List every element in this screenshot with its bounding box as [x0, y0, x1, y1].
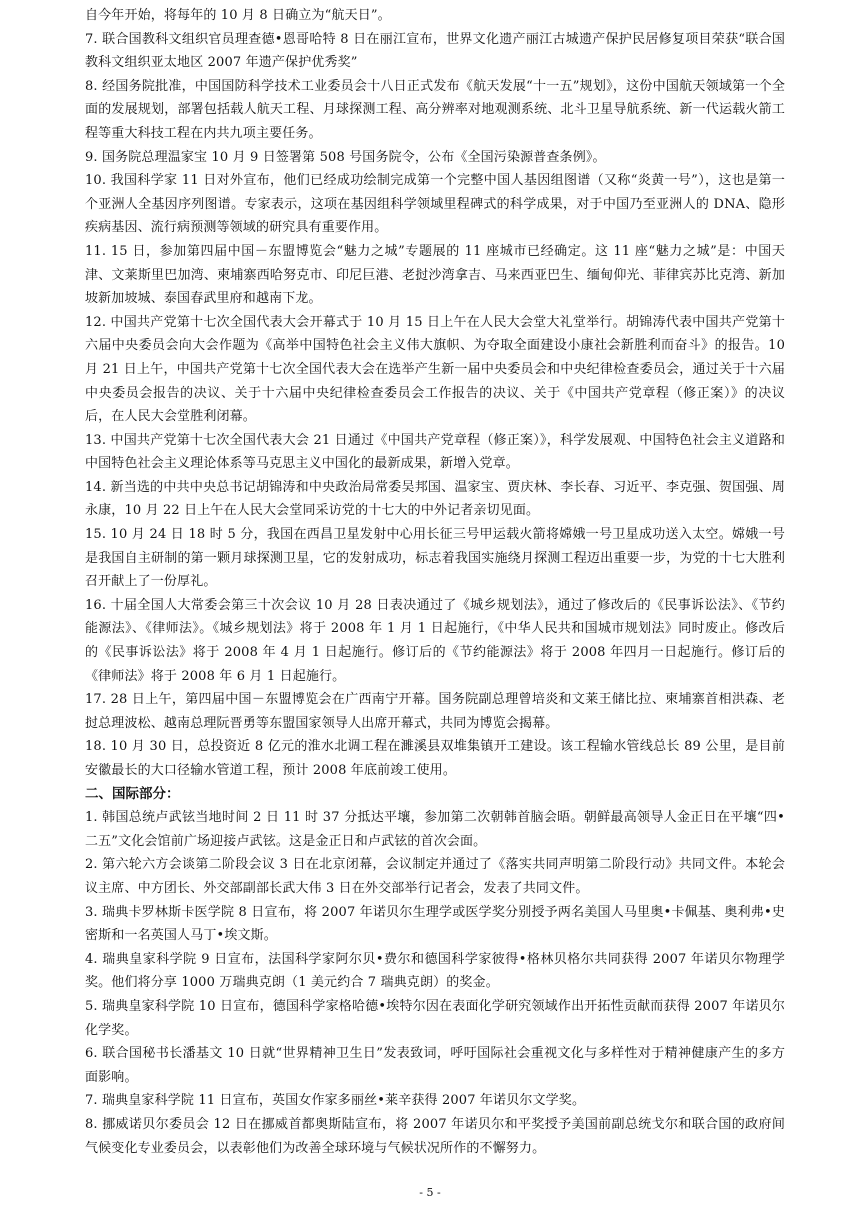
international-item-7: 7. 瑞典皇家科学院 11 日宣布，英国女作家多丽丝•莱辛获得 2007 年诺贝尔文学奖。: [85, 1093, 586, 1109]
domestic-item-9: 9. 国务院总理温家宝 10 月 9 日签署第 508 号国务院令，公布《全国污染源普查条例》。: [85, 149, 606, 165]
domestic-item-7: 7. 联合国教科文组织官员理查德•恩哥哈特 8 日在丽江宣布，世界文化遗产丽江古城遗产保护民居修复项目荣获“联合国教科文组织亚太地区 2007 年遗产保护优秀奖”: [85, 31, 785, 71]
international-item-1: 1. 韩国总统卢武铉当地时间 2 日 11 时 37 分抵达平壤，参加第二次朝韩首脑会晤。朝鲜最高领导人金正日在平壤“四•二五”文化会馆前广场迎接卢武铉。这是金正日和卢武铉的首次会面。: [85, 810, 785, 849]
domestic-item-16: 16. 十届全国人大常委会第三十次会议 10 月 28 日表决通过了《城乡规划法》，通过了修改后的《民事诉讼法》、《节约能源法》、《律师法》。《城乡规划法》将于 2008 年 1 月 1 日起施行，《中华人民共和国城市规划法》同时废止。修改后的《民事诉讼法》将于 2008 年 4 月 1 日起施行。修订后的《节约能源法》将于 2008 年四月一日起施行。修订后的《律师法》将于 2008 年 6 月 1 日起施行。: [85, 597, 785, 684]
international-item-8: 8. 挪威诺贝尔委员会 12 日在挪威首都奥斯陆宣布，将 2007 年诺贝尔和平奖授予美国前副总统戈尔和联合国的政府间气候变化专业委员会，以表彰他们为改善全球环境与气候状况所作的不懈努力。: [85, 1116, 785, 1156]
document-page: [85, 4, 785, 1160]
domestic-item-17: 17. 28 日上午，第四届中国－东盟博览会在广西南宁开幕。国务院副总理曾培炎和文莱王储比拉、柬埔寨首相洪森、老挝总理波松、越南总理阮晋勇等东盟国家领导人出席开幕式，共同为博览会揭幕。: [85, 692, 785, 731]
domestic-item-11: 11. 15 日，参加第四届中国－东盟博览会“魅力之城”专题展的 11 座城市已经确定。这 11 座“魅力之城”是：中国天津、文莱斯里巴加湾、柬埔寨西哈努克市、印尼巨港、老挝沙湾拿吉、马来西亚巴生、缅甸仰光、菲律宾苏比克湾、新加坡新加坡城、泰国春武里府和越南下龙。: [85, 243, 785, 307]
international-item-2: 2. 第六轮六方会谈第二阶段会议 3 日在北京闭幕，会议制定并通过了《落实共同声明第二阶段行动》共同文件。本轮会议主席、中方团长、外交部副部长武大伟 3 日在外交部举行记者会，发表了共同文件。: [85, 857, 785, 896]
international-item-4: 4. 瑞典皇家科学院 9 日宣布，法国科学家阿尔贝•费尔和德国科学家彼得•格林贝格尔共同获得 2007 年诺贝尔物理学奖。他们将分享 1000 万瑞典克朗（1 美元约合 7 瑞典克朗）的奖金。: [85, 951, 785, 991]
international-item-5: 5. 瑞典皇家科学院 10 日宣布，德国科学家格哈德•埃特尔因在表面化学研究领域作出开拓性贡献而获得 2007 年诺贝尔化学奖。: [85, 998, 785, 1038]
international-item-3: 3. 瑞典卡罗林斯卡医学院 8 日宣布，将 2007 年诺贝尔生理学或医学奖分别授予两名美国人马里奥•卡佩基、奥利弗•史密斯和一名英国人马丁•埃文斯。: [85, 904, 785, 944]
domestic-item-18: 18. 10 月 30 日，总投资近 8 亿元的淮水北调工程在濉溪县双堆集镇开工建设。该工程输水管线总长 89 公里，是目前安徽最长的大口径输水管道工程，预计 2008 年底前竣工使用。: [85, 739, 785, 778]
domestic-item-12: 12. 中国共产党第十七次全国代表大会开幕式于 10 月 15 日上午在人民大会堂大礼堂举行。胡锦涛代表中国共产党第十六届中央委员会向大会作题为《高举中国特色社会主义伟大旗帜、为夺取全面建设小康社会新胜利而奋斗》的报告。10 月 21 日上午，中国共产党第十七次全国代表大会在选举产生新一届中央委员会和中央纪律检查委员会，通过关于十六届中央委员会报告的决议、关于十六届中央纪律检查委员会工作报告的决议、关于《中国共产党章程（修正案）》的决议后，在人民大会堂胜利闭幕。: [85, 314, 785, 425]
domestic-item-8: 8. 经国务院批准，中国国防科学技术工业委员会十八日正式发布《航天发展“十一五”规划》，这份中国航天领域第一个全面的发展规划，部署包括载人航天工程、月球探测工程、高分辨率对地观测系统、北斗卫星导航系统、新一代运载火箭工程等重大科技工程在内共九项主要任务。: [85, 78, 785, 141]
page-number: - 5 -: [419, 1186, 441, 1199]
section-heading-international: 二、国际部分：: [85, 785, 180, 802]
paragraph-continuation: 自今年开始，将每年的 10 月 8 日确立为“航天日”。: [85, 8, 391, 23]
domestic-item-10: 10. 我国科学家 11 日对外宣布，他们已经成功绘制完成第一个完整中国人基因组图谱（又称“炎黄一号”），这也是第一个亚洲人全基因序列图谱。专家表示，这项在基因组科学领域里程碑式的科学成果，对于中国乃至亚洲人的 DNA、隐形疾病基因、流行病预测等领域的研究具有重要作用。: [85, 173, 785, 236]
domestic-item-14: 14. 新当选的中共中央总书记胡锦涛和中央政治局常委吴邦国、温家宝、贾庆林、李长春、习近平、李克强、贺国强、周永康，10 月 22 日上午在人民大会堂同采访党的十七大的中外记者亲切见面。: [85, 479, 785, 519]
domestic-item-15: 15. 10 月 24 日 18 时 5 分，我国在西昌卫星发射中心用长征三号甲运载火箭将嫦娥一号卫星成功送入太空。嫦娥一号是我国自主研制的第一颗月球探测卫星，它的发射成功，标志着我国实施绕月探测工程迈出重要一步，为党的十七大胜利召开献上了一份厚礼。: [85, 527, 785, 590]
international-item-6: 6. 联合国秘书长潘基文 10 日就“世界精神卫生日”发表致词，呼吁国际社会重视文化与多样性对于精神健康产生的多方面影响。: [85, 1046, 785, 1085]
domestic-item-13: 13. 中国共产党第十七次全国代表大会 21 日通过《中国共产党章程（修正案）》，科学发展观、中国特色社会主义道路和中国特色社会主义理论体系等马克思主义中国化的最新成果，新增入党章。: [85, 432, 785, 472]
